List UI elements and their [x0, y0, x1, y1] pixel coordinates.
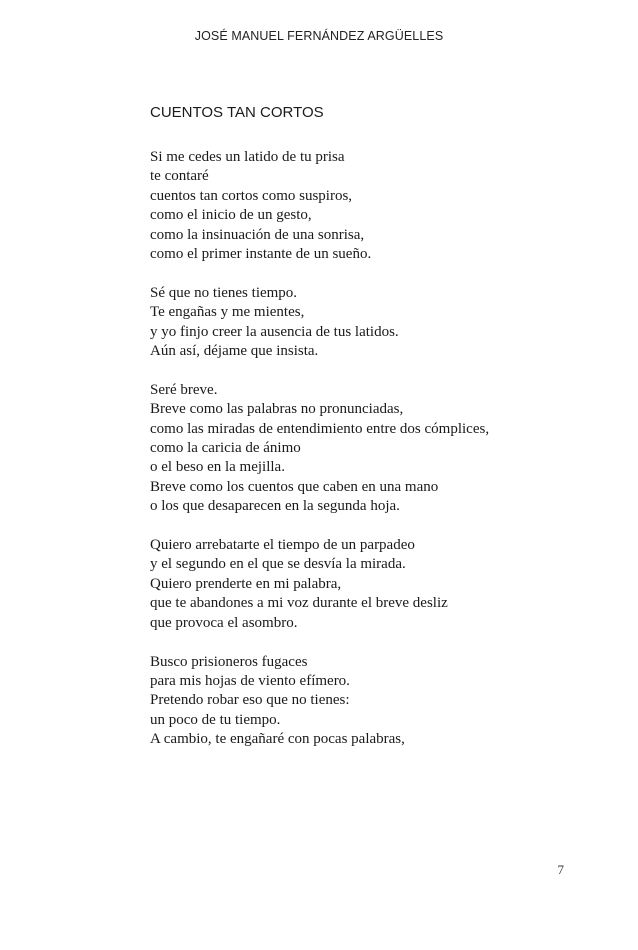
- verse-line: cuentos tan cortos como suspiros,: [150, 187, 353, 204]
- poem-title: CUENTOS TAN CORTOS: [150, 104, 324, 121]
- verse-line: Si me cedes un latido de tu prisa: [150, 149, 345, 165]
- verse-line: un poco de tu tiempo.: [150, 711, 281, 728]
- stanza-2: [150, 284, 590, 362]
- verse-line: como el primer instante de un sueño.: [150, 246, 372, 263]
- verse-line: como las miradas de entendimiento entre dos cómplices,: [150, 420, 490, 437]
- verse-line: Sé que no tienes tiempo.: [150, 284, 298, 301]
- verse-line: Quiero arrebatarte el tiempo de un parpadeo: [150, 537, 415, 554]
- running-header-author: JOSÉ MANUEL FERNÁNDEZ ARGÜELLES: [194, 29, 444, 43]
- poem-body: [150, 148, 590, 769]
- verse-line: como la caricia de ánimo: [150, 440, 301, 457]
- verse-line: o los que desaparecen en la segunda hoja.: [150, 498, 400, 515]
- verse-line: Breve como las palabras no pronunciadas,: [150, 401, 404, 418]
- verse-line: que provoca el asombro.: [150, 614, 298, 631]
- verse-line: Quiero prenderte en mi palabra,: [150, 575, 342, 592]
- verse-line: o el beso en la mejilla.: [150, 459, 285, 476]
- page-number: 7: [557, 862, 564, 877]
- verse-line: Breve como los cuentos que caben en una mano: [150, 478, 439, 495]
- stanza-1: [150, 148, 590, 264]
- stanza-5: [150, 653, 590, 750]
- stanza-4: [150, 536, 590, 633]
- verse-line: Seré breve.: [150, 381, 218, 398]
- verse-line: como la insinuación de una sonrisa,: [150, 226, 365, 243]
- verse-line: Busco prisioneros fugaces: [150, 653, 308, 670]
- verse-line: que te abandones a mi voz durante el breve desliz: [150, 595, 448, 612]
- stanza-3: [150, 381, 590, 517]
- verse-line: Pretendo robar eso que no tienes:: [150, 692, 350, 709]
- verse-line: y el segundo en el que se desvía la mirada.: [150, 556, 406, 573]
- verse-line: Aún así, déjame que insista.: [150, 343, 319, 360]
- verse-line: y yo finjo creer la ausencia de tus latidos.: [150, 323, 399, 340]
- verse-line: A cambio, te engañaré con pocas palabras,: [150, 731, 405, 748]
- verse-line: como el inicio de un gesto,: [150, 207, 312, 224]
- verse-line: para mis hojas de viento efímero.: [150, 672, 350, 689]
- verse-line: te contaré: [150, 168, 209, 185]
- verse-line: Te engañas y me mientes,: [150, 304, 305, 321]
